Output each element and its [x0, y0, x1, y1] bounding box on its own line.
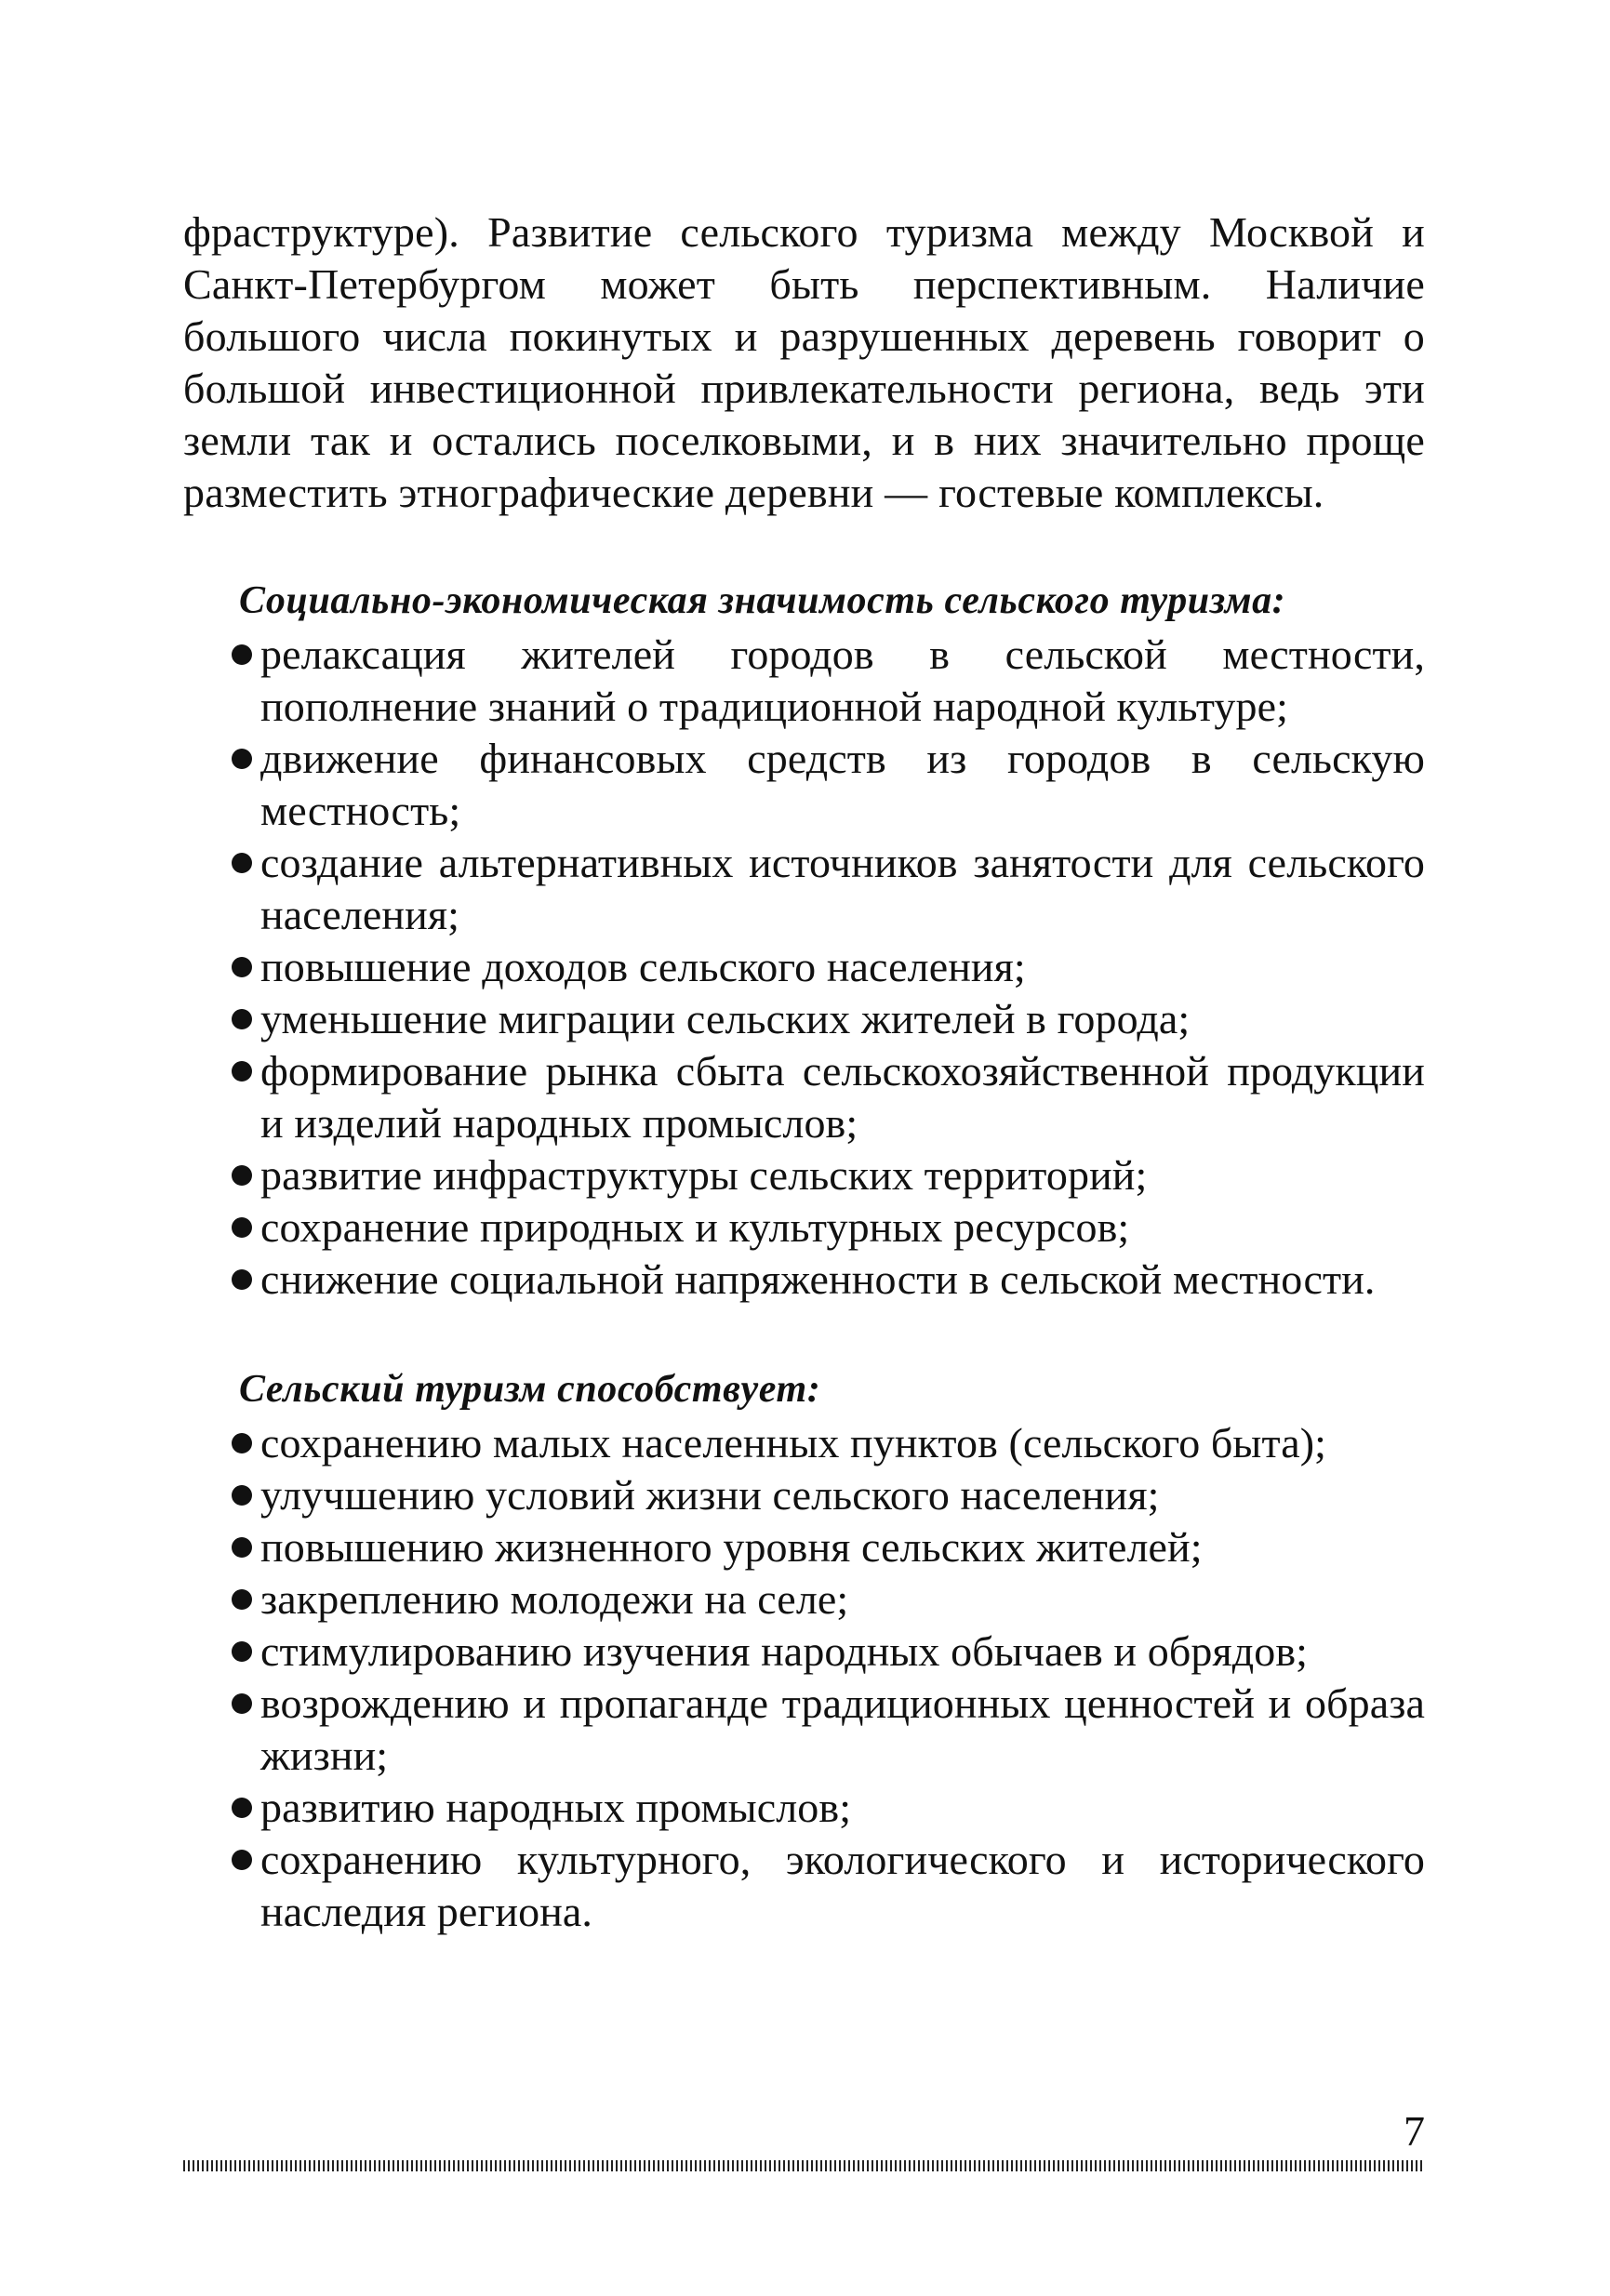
list-item-text: формирование рынка сбыта сельскохозяйственной продукции и изделий народных промыслов; — [260, 1047, 1425, 1147]
bullet-icon — [232, 1798, 252, 1818]
bullet-icon — [232, 1693, 252, 1714]
list-item-text: закреплению молодежи на селе; — [260, 1575, 849, 1623]
bullet-icon — [232, 853, 252, 873]
bullet-icon — [232, 1641, 252, 1662]
list-item-text: снижение социальной напряженности в сельской местности. — [260, 1255, 1376, 1303]
list-item-text: создание альтернативных источников занятости для сельского населения; — [260, 839, 1425, 938]
list-item — [183, 1834, 1425, 1938]
list-item-text: развитие инфраструктуры сельских территорий; — [260, 1151, 1148, 1199]
bullet-icon — [232, 1589, 252, 1610]
page-number: 7 — [1404, 2107, 1425, 2155]
contributes-list — [183, 1417, 1425, 1938]
list-item — [183, 629, 1425, 733]
list-item — [183, 1782, 1425, 1834]
list-item-text: уменьшение миграции сельских жителей в города; — [260, 995, 1191, 1042]
list-item — [183, 1417, 1425, 1469]
bullet-icon — [232, 1433, 252, 1453]
list-item-text: сохранение природных и культурных ресурсов; — [260, 1203, 1130, 1251]
list-item — [183, 1573, 1425, 1626]
list-item-text: движение финансовых средств из городов в сельскую местность; — [260, 735, 1425, 834]
bullet-icon — [232, 1269, 252, 1290]
list-item-text: сохранению культурного, экологического и исторического наследия региона. — [260, 1836, 1425, 1935]
list-item-text: развитию народных промыслов; — [260, 1784, 852, 1831]
list-item-text: повышению жизненного уровня сельских жителей; — [260, 1523, 1203, 1571]
bullet-icon — [232, 1061, 252, 1082]
list-item-text: возрождению и пропаганде традиционных ценностей и образа жизни; — [260, 1679, 1425, 1779]
bullet-icon — [232, 1217, 252, 1238]
bullet-icon — [232, 749, 252, 769]
bullet-icon — [232, 1850, 252, 1870]
bullet-icon — [232, 1485, 252, 1506]
intro-paragraph: фраструктуре). Развитие сельского туризма между Москвой и Санкт-Петербургом может быть перспективным. Наличие большого числа покинутых и разрушенных деревень говорит о большой инвестиционной привлекательности региона, ведь эти земли так и остались поселковыми, и в них значительно проще разместить этнографические деревни — гостевые комплексы. — [183, 208, 1425, 516]
list-item — [183, 837, 1425, 941]
list-item — [183, 1149, 1425, 1201]
list-item — [183, 1678, 1425, 1782]
list-item-text: улучшению условий жизни сельского населения; — [260, 1471, 1160, 1519]
list-item — [183, 993, 1425, 1045]
bullet-icon — [232, 1165, 252, 1186]
list-item — [183, 1201, 1425, 1254]
list-item — [183, 1254, 1425, 1306]
page-content — [183, 206, 1425, 1938]
bullet-icon — [232, 1537, 252, 1558]
list-item — [183, 1045, 1425, 1149]
list-item — [183, 1626, 1425, 1678]
list-item-text: релаксация жителей городов в сельской местности, пополнение знаний о традиционной народной культуре; — [260, 630, 1425, 730]
list-item — [183, 1469, 1425, 1521]
list-item — [183, 733, 1425, 837]
list-item-text: повышение доходов сельского населения; — [260, 943, 1026, 990]
footer-rule — [183, 2160, 1425, 2171]
bullet-icon — [232, 957, 252, 977]
bullet-icon — [232, 644, 252, 665]
list-item-text: сохранению малых населенных пунктов (сельского быта); — [260, 1419, 1327, 1467]
list-item — [183, 1521, 1425, 1573]
section-heading-significance: Социально-экономическая значимость сельского туризма: — [239, 579, 1286, 622]
list-item-text: стимулированию изучения народных обычаев и обрядов; — [260, 1627, 1309, 1675]
bullet-icon — [232, 1009, 252, 1029]
significance-list — [183, 629, 1425, 1306]
list-item — [183, 941, 1425, 993]
section-heading-contributes: Сельский туризм способствует: — [239, 1368, 821, 1411]
